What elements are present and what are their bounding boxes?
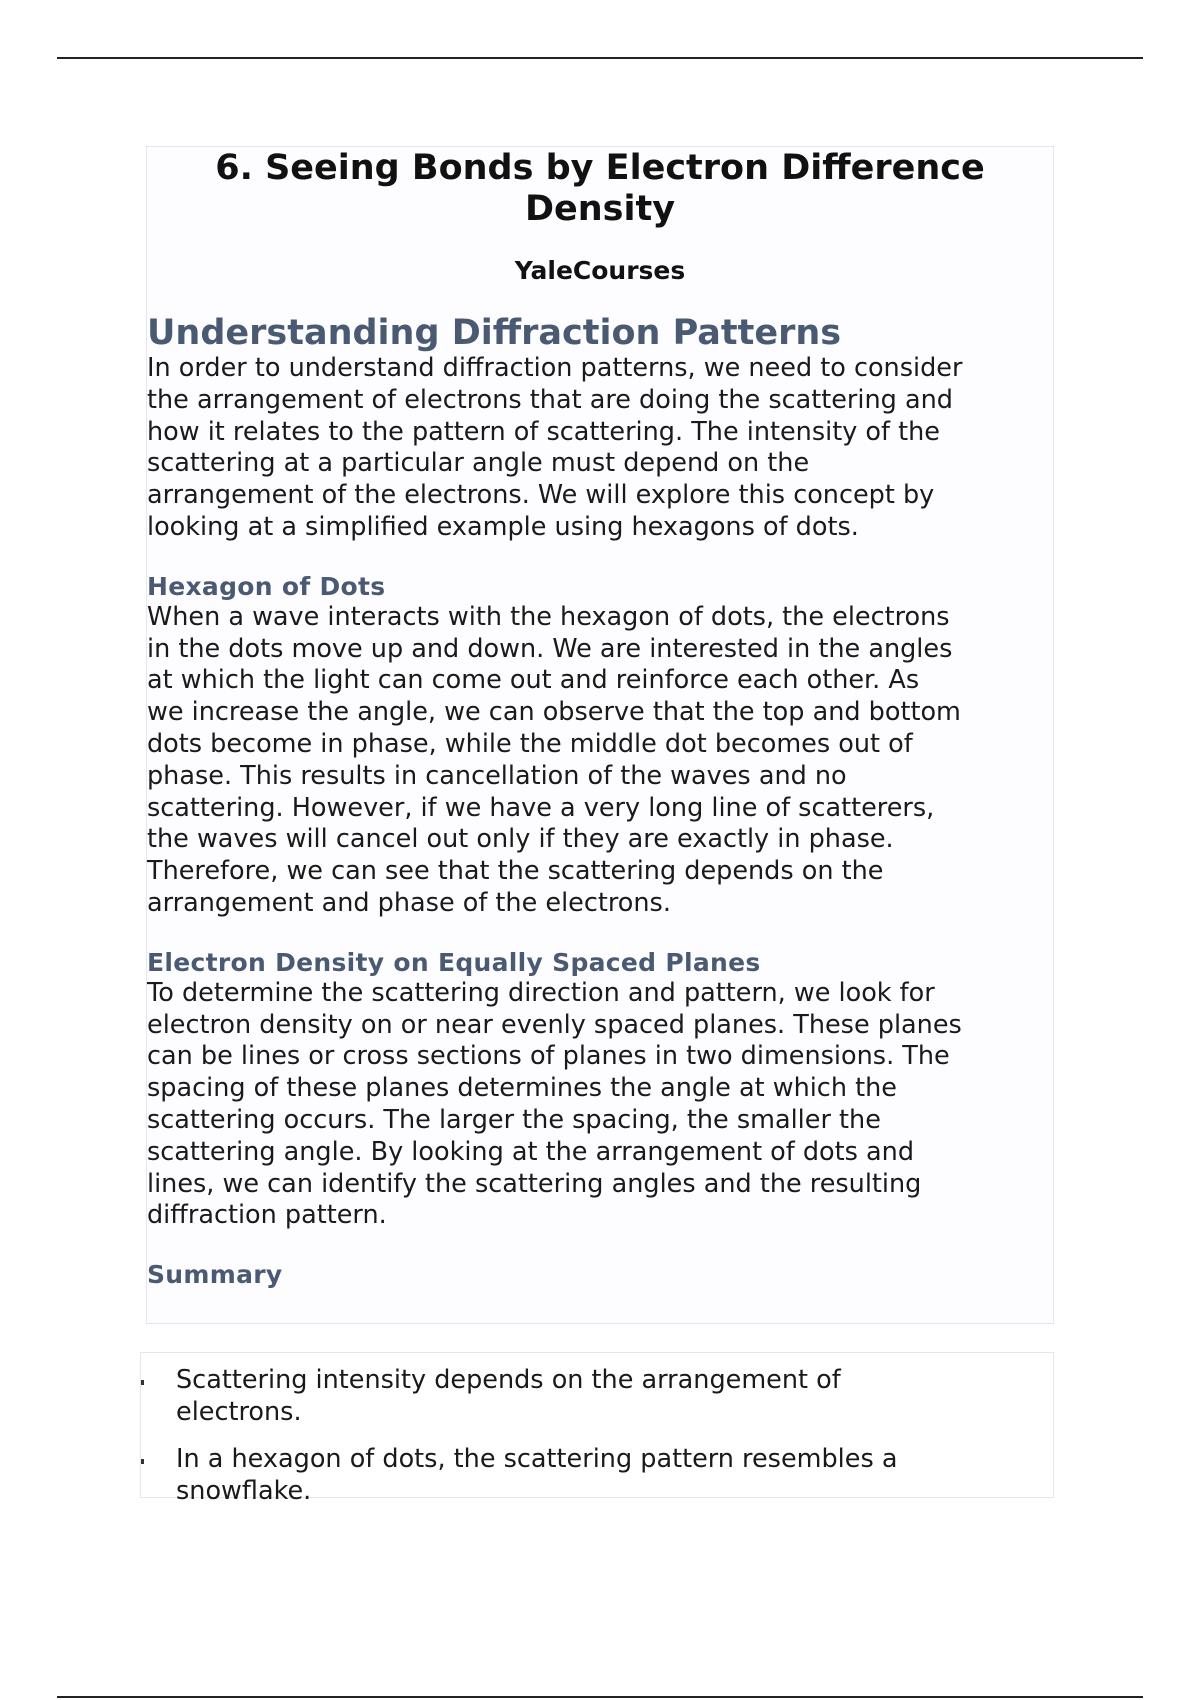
paragraph-line: at which the light can come out and reinforce each other. As bbox=[147, 665, 920, 696]
paragraph-line: how it relates to the pattern of scattering. The intensity of the bbox=[147, 416, 940, 447]
paragraph-line: diffraction pattern. bbox=[147, 1200, 387, 1231]
planes-heading: Electron Density on Equally Spaced Planes bbox=[147, 947, 761, 977]
bullet-icon bbox=[141, 1459, 144, 1464]
section-heading: Understanding Diffraction Patterns bbox=[147, 313, 842, 353]
summary-list bbox=[141, 1364, 1053, 1507]
paragraph-line: electron density on or near evenly spaced planes. These planes bbox=[147, 1009, 962, 1040]
paragraph-line: scattering occurs. The larger the spacing, the smaller the bbox=[147, 1104, 881, 1135]
paragraph-line: can be lines or cross sections of planes in two dimensions. The bbox=[147, 1041, 950, 1072]
list-item-line: electrons. bbox=[176, 1397, 302, 1427]
hexagon-heading: Hexagon of Dots bbox=[147, 571, 386, 601]
paragraph-line: dots become in phase, while the middle dot becomes out of bbox=[147, 728, 913, 759]
list-item-line: In a hexagon of dots, the scattering pattern resembles a bbox=[176, 1444, 898, 1474]
content-panel bbox=[146, 146, 1054, 1324]
intro-paragraph bbox=[147, 353, 1053, 544]
list-item bbox=[141, 1443, 1053, 1507]
paragraph-line: in the dots move up and down. We are interested in the angles bbox=[147, 633, 953, 664]
hexagon-paragraph bbox=[147, 602, 1053, 920]
document-title-line: 6. Seeing Bonds by Electron Difference bbox=[215, 148, 985, 188]
paragraph-line: scattering. However, if we have a very long line of scatterers, bbox=[147, 792, 935, 823]
document-author: YaleCourses bbox=[514, 256, 686, 285]
document-title-line: Density bbox=[524, 189, 676, 229]
planes-paragraph bbox=[147, 978, 1053, 1232]
bullet-icon bbox=[141, 1380, 144, 1385]
paragraph-line: the arrangement of electrons that are doing the scattering and bbox=[147, 384, 953, 415]
paragraph-line: phase. This results in cancellation of the waves and no bbox=[147, 760, 847, 791]
paragraph-line: Therefore, we can see that the scattering depends on the bbox=[147, 856, 884, 887]
paragraph-line: To determine the scattering direction and pattern, we look for bbox=[147, 977, 935, 1008]
paragraph-line: scattering angle. By looking at the arrangement of dots and bbox=[147, 1136, 915, 1167]
paragraph-line: When a wave interacts with the hexagon of dots, the electrons bbox=[147, 601, 950, 632]
list-item-line: Scattering intensity depends on the arrangement of bbox=[176, 1365, 841, 1395]
footer-rule bbox=[57, 1696, 1143, 1698]
paragraph-line: arrangement and phase of the electrons. bbox=[147, 887, 671, 918]
list-item-line: snowflake. bbox=[176, 1476, 312, 1506]
paragraph-line: lines, we can identify the scattering angles and the resulting bbox=[147, 1168, 922, 1199]
paragraph-line: we increase the angle, we can observe that the top and bottom bbox=[147, 697, 961, 728]
document-title bbox=[147, 147, 1053, 230]
summary-list-panel bbox=[140, 1352, 1054, 1506]
list-item bbox=[141, 1364, 1053, 1428]
paragraph-line: looking at a simplified example using hexagons of dots. bbox=[147, 511, 859, 542]
header-rule bbox=[57, 57, 1143, 59]
paragraph-line: spacing of these planes determines the angle at which the bbox=[147, 1073, 897, 1104]
paragraph-line: In order to understand diffraction patterns, we need to consider bbox=[147, 353, 963, 383]
paragraph-line: the waves will cancel out only if they are exactly in phase. bbox=[147, 824, 894, 855]
paragraph-line: arrangement of the electrons. We will explore this concept by bbox=[147, 480, 935, 511]
paragraph-line: scattering at a particular angle must depend on the bbox=[147, 448, 810, 479]
summary-heading: Summary bbox=[147, 1260, 283, 1290]
